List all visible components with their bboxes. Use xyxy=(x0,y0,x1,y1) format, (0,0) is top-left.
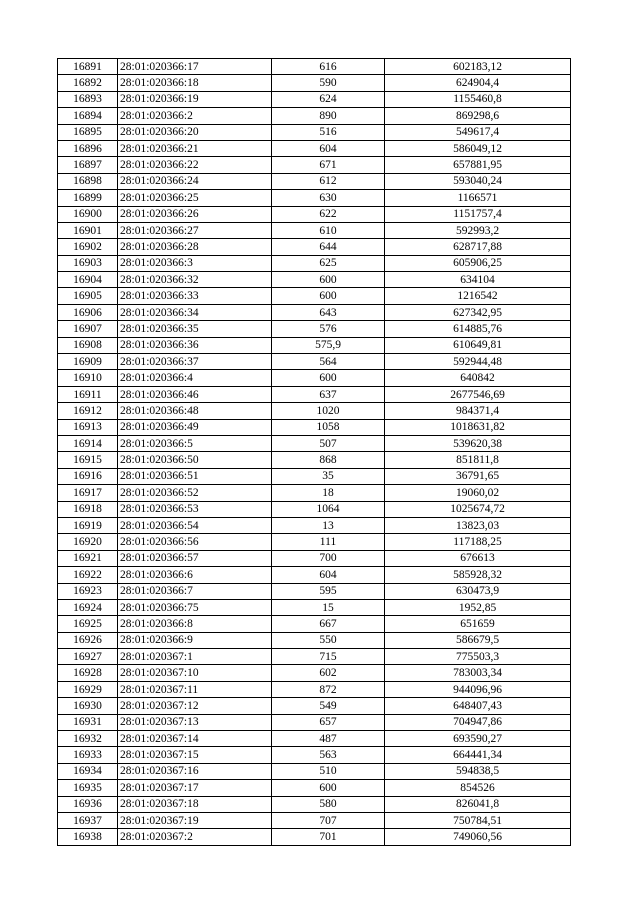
area-cell: 590 xyxy=(272,75,385,91)
cadastral-number-cell: 28:01:020366:19 xyxy=(118,91,272,107)
table-row xyxy=(58,452,571,468)
row-number-cell: 16900 xyxy=(58,206,118,222)
value-cell: 628717,88 xyxy=(385,239,571,255)
row-number-cell: 16901 xyxy=(58,222,118,238)
row-number-cell: 16914 xyxy=(58,435,118,451)
area-cell: 563 xyxy=(272,747,385,763)
row-number-cell: 16925 xyxy=(58,616,118,632)
area-cell: 600 xyxy=(272,288,385,304)
table-row xyxy=(58,354,571,370)
table-row xyxy=(58,124,571,140)
table-row xyxy=(58,501,571,517)
table-row xyxy=(58,714,571,730)
area-cell: 564 xyxy=(272,354,385,370)
cadastral-number-cell: 28:01:020367:17 xyxy=(118,780,272,796)
area-cell: 625 xyxy=(272,255,385,271)
row-number-cell: 16891 xyxy=(58,59,118,75)
table-row xyxy=(58,665,571,681)
cadastral-number-cell: 28:01:020366:17 xyxy=(118,59,272,75)
table-row xyxy=(58,59,571,75)
value-cell: 605906,25 xyxy=(385,255,571,271)
area-cell: 644 xyxy=(272,239,385,255)
value-cell: 826041,8 xyxy=(385,796,571,812)
value-cell: 19060,02 xyxy=(385,485,571,501)
row-number-cell: 16896 xyxy=(58,140,118,156)
area-cell: 602 xyxy=(272,665,385,681)
value-cell: 851811,8 xyxy=(385,452,571,468)
row-number-cell: 16924 xyxy=(58,599,118,615)
row-number-cell: 16932 xyxy=(58,731,118,747)
value-cell: 869298,6 xyxy=(385,108,571,124)
cadastral-number-cell: 28:01:020367:19 xyxy=(118,812,272,828)
value-cell: 676613 xyxy=(385,550,571,566)
cadastral-number-cell: 28:01:020366:7 xyxy=(118,583,272,599)
table-row xyxy=(58,649,571,665)
row-number-cell: 16911 xyxy=(58,386,118,402)
table-row xyxy=(58,239,571,255)
value-cell: 750784,51 xyxy=(385,812,571,828)
row-number-cell: 16902 xyxy=(58,239,118,255)
value-cell: 539620,38 xyxy=(385,435,571,451)
value-cell: 854526 xyxy=(385,780,571,796)
cadastral-number-cell: 28:01:020366:24 xyxy=(118,173,272,189)
row-number-cell: 16897 xyxy=(58,157,118,173)
cadastral-number-cell: 28:01:020366:27 xyxy=(118,222,272,238)
table-row xyxy=(58,206,571,222)
cadastral-number-cell: 28:01:020366:4 xyxy=(118,370,272,386)
area-cell: 657 xyxy=(272,714,385,730)
cadastral-number-cell: 28:01:020367:10 xyxy=(118,665,272,681)
row-number-cell: 16920 xyxy=(58,534,118,550)
value-cell: 586679,5 xyxy=(385,632,571,648)
cadastral-number-cell: 28:01:020366:56 xyxy=(118,534,272,550)
row-number-cell: 16933 xyxy=(58,747,118,763)
cadastral-number-cell: 28:01:020366:52 xyxy=(118,485,272,501)
cadastral-number-cell: 28:01:020366:53 xyxy=(118,501,272,517)
value-cell: 648407,43 xyxy=(385,698,571,714)
cadastral-number-cell: 28:01:020366:3 xyxy=(118,255,272,271)
value-cell: 1952,85 xyxy=(385,599,571,615)
value-cell: 592993,2 xyxy=(385,222,571,238)
cadastral-number-cell: 28:01:020366:37 xyxy=(118,354,272,370)
area-cell: 595 xyxy=(272,583,385,599)
area-cell: 643 xyxy=(272,304,385,320)
area-cell: 604 xyxy=(272,140,385,156)
table-row xyxy=(58,550,571,566)
area-cell: 671 xyxy=(272,157,385,173)
table-row xyxy=(58,304,571,320)
value-cell: 586049,12 xyxy=(385,140,571,156)
area-cell: 600 xyxy=(272,780,385,796)
cadastral-number-cell: 28:01:020367:2 xyxy=(118,829,272,845)
row-number-cell: 16893 xyxy=(58,91,118,107)
area-cell: 550 xyxy=(272,632,385,648)
row-number-cell: 16916 xyxy=(58,468,118,484)
table-row xyxy=(58,370,571,386)
cadastral-number-cell: 28:01:020366:26 xyxy=(118,206,272,222)
table-row xyxy=(58,272,571,288)
table-row xyxy=(58,288,571,304)
area-cell: 13 xyxy=(272,517,385,533)
cadastral-number-cell: 28:01:020366:35 xyxy=(118,321,272,337)
row-number-cell: 16938 xyxy=(58,829,118,845)
row-number-cell: 16929 xyxy=(58,681,118,697)
value-cell: 1018631,82 xyxy=(385,419,571,435)
value-cell: 593040,24 xyxy=(385,173,571,189)
table-row xyxy=(58,780,571,796)
value-cell: 1155460,8 xyxy=(385,91,571,107)
cadastral-number-cell: 28:01:020366:8 xyxy=(118,616,272,632)
area-cell: 600 xyxy=(272,370,385,386)
value-cell: 783003,34 xyxy=(385,665,571,681)
area-cell: 1020 xyxy=(272,403,385,419)
row-number-cell: 16908 xyxy=(58,337,118,353)
area-cell: 111 xyxy=(272,534,385,550)
cadastral-number-cell: 28:01:020366:57 xyxy=(118,550,272,566)
area-cell: 516 xyxy=(272,124,385,140)
value-cell: 594838,5 xyxy=(385,763,571,779)
value-cell: 610649,81 xyxy=(385,337,571,353)
cadastral-number-cell: 28:01:020366:22 xyxy=(118,157,272,173)
area-cell: 868 xyxy=(272,452,385,468)
row-number-cell: 16937 xyxy=(58,812,118,828)
area-cell: 715 xyxy=(272,649,385,665)
table-row xyxy=(58,321,571,337)
value-cell: 944096,96 xyxy=(385,681,571,697)
area-cell: 610 xyxy=(272,222,385,238)
cadastral-number-cell: 28:01:020366:33 xyxy=(118,288,272,304)
value-cell: 984371,4 xyxy=(385,403,571,419)
cadastral-table xyxy=(57,58,571,846)
area-cell: 575,9 xyxy=(272,337,385,353)
cadastral-number-cell: 28:01:020366:50 xyxy=(118,452,272,468)
area-cell: 890 xyxy=(272,108,385,124)
area-cell: 667 xyxy=(272,616,385,632)
value-cell: 36791,65 xyxy=(385,468,571,484)
row-number-cell: 16913 xyxy=(58,419,118,435)
table-row xyxy=(58,91,571,107)
row-number-cell: 16906 xyxy=(58,304,118,320)
row-number-cell: 16909 xyxy=(58,354,118,370)
area-cell: 1064 xyxy=(272,501,385,517)
area-cell: 637 xyxy=(272,386,385,402)
area-cell: 18 xyxy=(272,485,385,501)
row-number-cell: 16919 xyxy=(58,517,118,533)
value-cell: 664441,34 xyxy=(385,747,571,763)
area-cell: 600 xyxy=(272,272,385,288)
row-number-cell: 16907 xyxy=(58,321,118,337)
cadastral-number-cell: 28:01:020366:49 xyxy=(118,419,272,435)
cadastral-number-cell: 28:01:020367:13 xyxy=(118,714,272,730)
cadastral-number-cell: 28:01:020366:75 xyxy=(118,599,272,615)
table-row xyxy=(58,75,571,91)
row-number-cell: 16923 xyxy=(58,583,118,599)
table-row xyxy=(58,419,571,435)
value-cell: 592944,48 xyxy=(385,354,571,370)
area-cell: 576 xyxy=(272,321,385,337)
row-number-cell: 16934 xyxy=(58,763,118,779)
value-cell: 549617,4 xyxy=(385,124,571,140)
area-cell: 624 xyxy=(272,91,385,107)
cadastral-number-cell: 28:01:020366:5 xyxy=(118,435,272,451)
row-number-cell: 16926 xyxy=(58,632,118,648)
table-row xyxy=(58,255,571,271)
value-cell: 117188,25 xyxy=(385,534,571,550)
row-number-cell: 16903 xyxy=(58,255,118,271)
value-cell: 775503,3 xyxy=(385,649,571,665)
cadastral-number-cell: 28:01:020366:48 xyxy=(118,403,272,419)
area-cell: 872 xyxy=(272,681,385,697)
area-cell: 616 xyxy=(272,59,385,75)
table-row xyxy=(58,534,571,550)
area-cell: 622 xyxy=(272,206,385,222)
table-row xyxy=(58,681,571,697)
value-cell: 651659 xyxy=(385,616,571,632)
value-cell: 1151757,4 xyxy=(385,206,571,222)
value-cell: 657881,95 xyxy=(385,157,571,173)
table-row xyxy=(58,140,571,156)
table-row xyxy=(58,403,571,419)
value-cell: 1166571 xyxy=(385,190,571,206)
cadastral-number-cell: 28:01:020366:32 xyxy=(118,272,272,288)
table-row xyxy=(58,812,571,828)
area-cell: 507 xyxy=(272,435,385,451)
row-number-cell: 16915 xyxy=(58,452,118,468)
table-row xyxy=(58,222,571,238)
cadastral-number-cell: 28:01:020367:12 xyxy=(118,698,272,714)
value-cell: 2677546,69 xyxy=(385,386,571,402)
table-row xyxy=(58,108,571,124)
row-number-cell: 16931 xyxy=(58,714,118,730)
value-cell: 640842 xyxy=(385,370,571,386)
table-row xyxy=(58,173,571,189)
table-row xyxy=(58,616,571,632)
value-cell: 1216542 xyxy=(385,288,571,304)
value-cell: 1025674,72 xyxy=(385,501,571,517)
table-row xyxy=(58,632,571,648)
cadastral-number-cell: 28:01:020367:18 xyxy=(118,796,272,812)
area-cell: 1058 xyxy=(272,419,385,435)
cadastral-number-cell: 28:01:020366:51 xyxy=(118,468,272,484)
row-number-cell: 16894 xyxy=(58,108,118,124)
value-cell: 630473,9 xyxy=(385,583,571,599)
table-row xyxy=(58,829,571,845)
cadastral-number-cell: 28:01:020366:25 xyxy=(118,190,272,206)
table-row xyxy=(58,567,571,583)
table-row xyxy=(58,485,571,501)
row-number-cell: 16905 xyxy=(58,288,118,304)
area-cell: 701 xyxy=(272,829,385,845)
table-row xyxy=(58,747,571,763)
table-row xyxy=(58,435,571,451)
table-body xyxy=(58,59,571,846)
cadastral-number-cell: 28:01:020366:20 xyxy=(118,124,272,140)
area-cell: 510 xyxy=(272,763,385,779)
value-cell: 634104 xyxy=(385,272,571,288)
cadastral-number-cell: 28:01:020366:18 xyxy=(118,75,272,91)
value-cell: 749060,56 xyxy=(385,829,571,845)
table-row xyxy=(58,517,571,533)
area-cell: 580 xyxy=(272,796,385,812)
cadastral-number-cell: 28:01:020367:14 xyxy=(118,731,272,747)
table-row xyxy=(58,157,571,173)
row-number-cell: 16930 xyxy=(58,698,118,714)
value-cell: 624904,4 xyxy=(385,75,571,91)
table-row xyxy=(58,386,571,402)
area-cell: 707 xyxy=(272,812,385,828)
area-cell: 487 xyxy=(272,731,385,747)
table-row xyxy=(58,698,571,714)
row-number-cell: 16922 xyxy=(58,567,118,583)
cadastral-number-cell: 28:01:020367:16 xyxy=(118,763,272,779)
area-cell: 700 xyxy=(272,550,385,566)
row-number-cell: 16898 xyxy=(58,173,118,189)
table-row xyxy=(58,583,571,599)
cadastral-number-cell: 28:01:020366:2 xyxy=(118,108,272,124)
cadastral-number-cell: 28:01:020367:11 xyxy=(118,681,272,697)
table-row xyxy=(58,731,571,747)
cadastral-number-cell: 28:01:020366:6 xyxy=(118,567,272,583)
table-row xyxy=(58,190,571,206)
area-cell: 612 xyxy=(272,173,385,189)
cadastral-number-cell: 28:01:020366:54 xyxy=(118,517,272,533)
area-cell: 15 xyxy=(272,599,385,615)
row-number-cell: 16928 xyxy=(58,665,118,681)
cadastral-number-cell: 28:01:020366:46 xyxy=(118,386,272,402)
row-number-cell: 16912 xyxy=(58,403,118,419)
area-cell: 549 xyxy=(272,698,385,714)
cadastral-number-cell: 28:01:020366:9 xyxy=(118,632,272,648)
row-number-cell: 16910 xyxy=(58,370,118,386)
cadastral-number-cell: 28:01:020366:28 xyxy=(118,239,272,255)
row-number-cell: 16904 xyxy=(58,272,118,288)
row-number-cell: 16892 xyxy=(58,75,118,91)
value-cell: 704947,86 xyxy=(385,714,571,730)
value-cell: 13823,03 xyxy=(385,517,571,533)
table-row xyxy=(58,763,571,779)
row-number-cell: 16917 xyxy=(58,485,118,501)
value-cell: 627342,95 xyxy=(385,304,571,320)
cadastral-number-cell: 28:01:020367:15 xyxy=(118,747,272,763)
area-cell: 630 xyxy=(272,190,385,206)
row-number-cell: 16927 xyxy=(58,649,118,665)
table-row xyxy=(58,599,571,615)
table-row xyxy=(58,468,571,484)
row-number-cell: 16918 xyxy=(58,501,118,517)
table-row xyxy=(58,796,571,812)
cadastral-number-cell: 28:01:020366:21 xyxy=(118,140,272,156)
value-cell: 585928,32 xyxy=(385,567,571,583)
cadastral-number-cell: 28:01:020366:34 xyxy=(118,304,272,320)
value-cell: 614885,76 xyxy=(385,321,571,337)
row-number-cell: 16936 xyxy=(58,796,118,812)
row-number-cell: 16895 xyxy=(58,124,118,140)
row-number-cell: 16935 xyxy=(58,780,118,796)
value-cell: 693590,27 xyxy=(385,731,571,747)
row-number-cell: 16899 xyxy=(58,190,118,206)
row-number-cell: 16921 xyxy=(58,550,118,566)
cadastral-number-cell: 28:01:020366:36 xyxy=(118,337,272,353)
area-cell: 604 xyxy=(272,567,385,583)
table-row xyxy=(58,337,571,353)
cadastral-number-cell: 28:01:020367:1 xyxy=(118,649,272,665)
area-cell: 35 xyxy=(272,468,385,484)
value-cell: 602183,12 xyxy=(385,59,571,75)
